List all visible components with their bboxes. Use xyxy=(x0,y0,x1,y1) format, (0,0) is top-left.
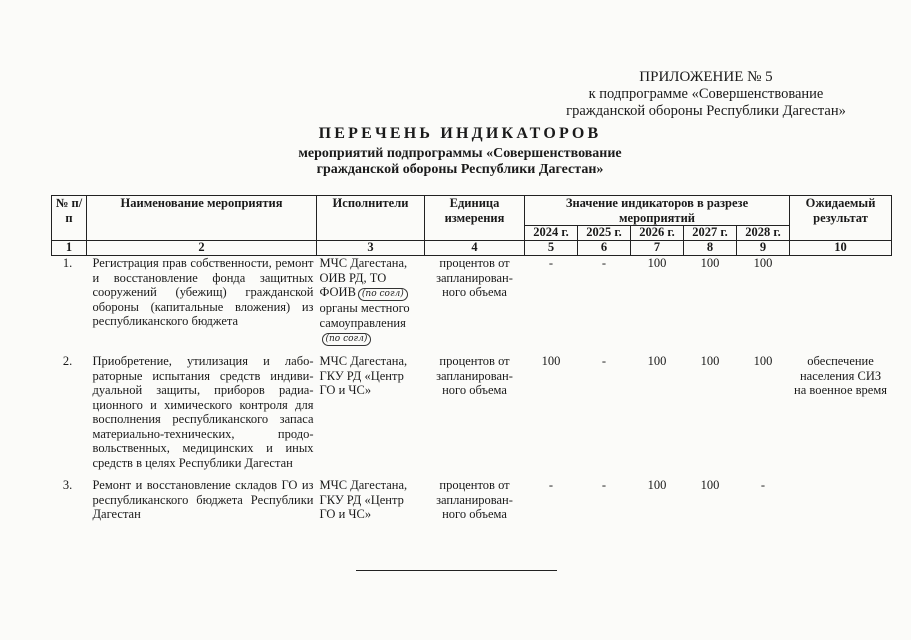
column-number: 8 xyxy=(684,241,737,256)
header-values: Значение индикаторов в разрезе мероприятий xyxy=(525,196,790,226)
executors-cell: МЧС Дагестана, ГКУ РД «Центр ГО и ЧС» xyxy=(319,354,408,397)
executors-text: МЧС Дагестана, ОИВ РД, ТО ФОИВ xyxy=(319,256,408,299)
header-year: 2024 г. xyxy=(525,226,578,241)
value-cell: 100 xyxy=(700,478,720,492)
document-heading xyxy=(240,126,680,178)
value-cell: 100 xyxy=(541,354,561,368)
column-number: 2 xyxy=(87,241,317,256)
value-cell: - xyxy=(601,354,607,368)
measure-name: Приобретение, утилизация и лабо-раторные испытания средств индиви-дуальной защиты, приборов радиа-ционного и химического контроля для восполнения республиканского запаса материально-технических, продо-вольственных, медицинских и иных средств в целях Республики Дагестан xyxy=(92,354,314,470)
handwritten-note: (по согл) xyxy=(322,333,372,346)
document-title: ПЕРЕЧЕНЬ ИНДИКАТОРОВ xyxy=(318,125,602,142)
result-cell xyxy=(790,478,892,538)
appendix-block xyxy=(551,69,861,120)
column-number: 10 xyxy=(790,241,892,256)
value-cell: - xyxy=(548,256,554,270)
header-year: 2025 г. xyxy=(578,226,631,241)
executors-cell: МЧС Дагестана, ГКУ РД «Центр ГО и ЧС» xyxy=(319,478,408,521)
appendix-number: ПРИЛОЖЕНИЕ № 5 xyxy=(639,69,773,85)
document-subtitle-line2: гражданской обороны Республики Дагестан» xyxy=(316,162,604,177)
header-year: 2026 г. xyxy=(631,226,684,241)
value-cell: - xyxy=(601,478,607,492)
value-cell: - xyxy=(548,478,554,492)
table-row xyxy=(52,256,892,355)
value-cell: 100 xyxy=(753,354,773,368)
header-unit: Единица измерения xyxy=(425,196,525,241)
row-number: 3. xyxy=(62,478,73,492)
indicators-table xyxy=(51,195,892,538)
value-cell: 100 xyxy=(700,354,720,368)
result-cell: обеспечение населения СИЗ на военное время xyxy=(794,354,887,397)
column-number: 3 xyxy=(317,241,425,256)
unit-cell: процентов от запланирован-ного объема xyxy=(436,354,513,397)
value-cell: 100 xyxy=(753,256,773,270)
value-cell: 100 xyxy=(647,354,667,368)
value-cell: 100 xyxy=(647,256,667,270)
result-cell xyxy=(790,256,892,355)
handwritten-note: (по согл) xyxy=(358,288,408,301)
column-number: 7 xyxy=(631,241,684,256)
column-number: 9 xyxy=(737,241,790,256)
value-cell: 100 xyxy=(700,256,720,270)
value-cell: - xyxy=(601,256,607,270)
executors-extra: органы местного самоуправления xyxy=(319,301,410,330)
column-number: 4 xyxy=(425,241,525,256)
column-number: 5 xyxy=(525,241,578,256)
measure-name: Регистрация прав собственности, ремонт и восстановление фонда защитных сооружений (убежищ) гражданской обороны (капитальные вложения) из республиканского бюджета xyxy=(92,256,314,328)
document-subtitle-line1: мероприятий подпрограммы «Совершенствование xyxy=(298,146,622,161)
measure-name: Ремонт и восстановление складов ГО из республиканского бюджета Республики Дагестан xyxy=(92,478,314,521)
row-number: 2. xyxy=(62,354,73,368)
executors-cell xyxy=(317,256,425,355)
value-cell: - xyxy=(760,478,766,492)
row-number: 1. xyxy=(62,256,73,270)
header-num: № п/п xyxy=(52,196,87,241)
appendix-ref-line1: к подпрограмме «Совершенствование xyxy=(588,86,824,102)
header-year: 2028 г. xyxy=(737,226,790,241)
table-row xyxy=(52,354,892,478)
unit-cell: процентов от запланирован-ного объема xyxy=(436,478,513,521)
appendix-ref-line2: гражданской обороны Республики Дагестан» xyxy=(566,103,846,119)
column-number: 1 xyxy=(52,241,87,256)
header-result: Ожидаемый результат xyxy=(790,196,892,241)
column-number: 6 xyxy=(578,241,631,256)
header-name: Наименование мероприятия xyxy=(87,196,317,241)
table-row xyxy=(52,478,892,538)
header-executors: Исполнители xyxy=(317,196,425,241)
closing-line xyxy=(356,570,557,571)
unit-cell: процентов от запланирован-ного объема xyxy=(436,256,513,299)
value-cell: 100 xyxy=(647,478,667,492)
header-year: 2027 г. xyxy=(684,226,737,241)
